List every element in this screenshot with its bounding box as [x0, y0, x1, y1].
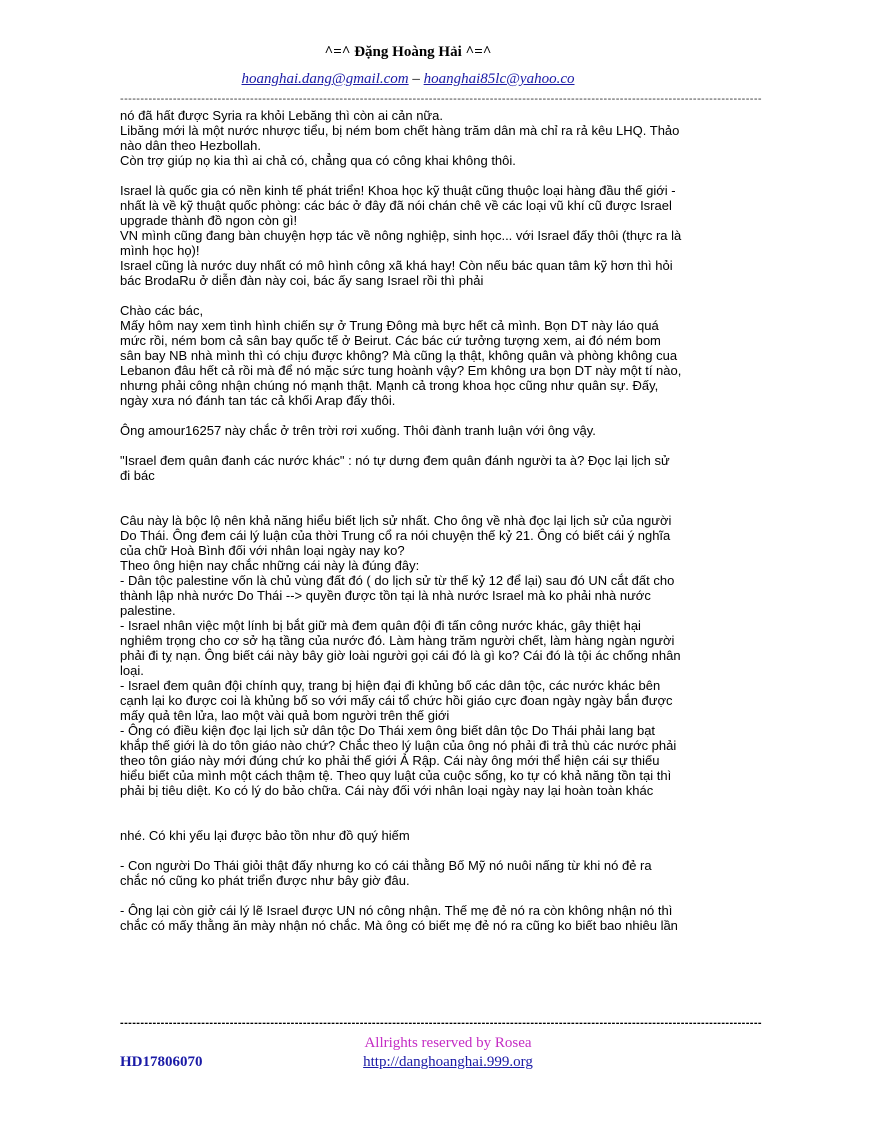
- contact-line: [0, 71, 816, 88]
- text-line: [120, 813, 700, 828]
- paragraph-gap: [120, 288, 700, 303]
- website-line: [0, 1054, 896, 1071]
- body-paragraph: [120, 303, 700, 408]
- website-link[interactable]: http://danghoanghai.999.org: [363, 1054, 533, 1070]
- text-line: - Dân tộc palestine vốn là chủ vùng đất đó ( do lịch sử từ thế kỷ 12 để lại) sau đó UN cắt đất cho: [120, 573, 675, 588]
- text-line: loại.: [120, 663, 144, 678]
- text-line: Chào các bác,: [120, 303, 204, 318]
- paragraph-gap: [120, 888, 700, 903]
- text-line: Mấy hôm nay xem tình hình chiến sự ở Trung Đông mà bực hết cả mình. Bọn DT này láo quá: [120, 318, 659, 333]
- text-line: phải đi tỵ nạn. Ông biết cái này bây giờ loài người gọi cái đó là gì ko? Cái đó là tội ác chống nhân: [120, 648, 681, 663]
- text-line: nó đã hất được Syria ra khỏi Lebăng thì còn ai cản nữa.: [120, 108, 443, 123]
- text-line: hiểu biết của mình một cách thậm tệ. Theo quy luật của cuộc sống, ko tự có khả năng tồn tại thì: [120, 768, 672, 783]
- text-line: [120, 498, 700, 513]
- text-line: - Con người Do Thái giỏi thật đấy nhưng ko có cái thằng Bố Mỹ nó nuôi nấng từ khi nó đẻ ra: [120, 858, 652, 873]
- text-line: khắp thế giới là do tôn giáo nào chứ? Chắc theo lý luận của ông nó phải đi trả thù các nước phải: [120, 738, 677, 753]
- copyright-notice: Allrights reserved by Rosea: [364, 1035, 532, 1051]
- header-divider: --------------------------------------------------------------------------------------------------------------------------------------------------------------: [120, 93, 762, 105]
- body-paragraph: [120, 108, 700, 168]
- text-line: bác BrodaRu ở diễn đàn này coi, bác ấy sang Israel rồi thì phải: [120, 273, 484, 288]
- text-line: "Israel đem quân đanh các nước khác" : nó tự dưng đem quân đánh người ta à? Đọc lại lịch sử: [120, 453, 670, 468]
- text-line: Theo ông hiện nay chắc những cái này là đúng đây:: [120, 558, 420, 573]
- text-line: Còn trợ giúp nọ kia thì ai chả có, chẳng qua có công khai không thôi.: [120, 153, 516, 168]
- text-line: mức rồi, ném bom cả sân bay quốc tế ở Beirut. Các bác cứ tưởng tượng xem, ai đó ném bom: [120, 333, 661, 348]
- text-line: ngày xưa nó đánh tan tác cả khối Arap đấy thôi.: [120, 393, 396, 408]
- page-title: ^=^ Đặng Hoàng Hải ^=^: [324, 44, 492, 60]
- text-line: - Ông lại còn giở cái lý lẽ Israel được UN nó công nhận. Thế mẹ đẻ nó ra còn không nhận nó thì: [120, 903, 673, 918]
- contact-separator: –: [408, 71, 424, 87]
- text-line: nào dân theo Hezbollah.: [120, 138, 261, 153]
- paragraph-gap: [120, 408, 700, 423]
- text-line: nhất là về kỹ thuật quốc phòng: các bác ở đây đã nói chán chê về các loại vũ khí cũ được Israel: [120, 198, 672, 213]
- text-line: Ông amour16257 này chắc ở trên trời rơi xuống. Thôi đành tranh luận với ông vậy.: [120, 423, 596, 438]
- text-line: palestine.: [120, 603, 176, 618]
- paragraph-gap: [120, 843, 700, 858]
- text-line: nhé. Có khi yếu lại được bảo tồn như đồ quý hiếm: [120, 828, 410, 843]
- body-paragraph: [120, 498, 700, 798]
- text-line: chắc nó cũng ko phát triển được như bây giờ đâu.: [120, 873, 410, 888]
- text-line: VN mình cũng đang bàn chuyện hợp tác về nông nghiệp, sinh học... với Israel đấy thôi (thực ra là: [120, 228, 682, 243]
- text-line: - Ông có điều kiện đọc lại lịch sử dân tộc Do Thái xem ông biết dân tộc Do Thái phải lang bạt: [120, 723, 656, 738]
- text-line: Israel cũng là nước duy nhất có mô hình công xã khá hay! Còn nếu bác quan tâm kỹ hơn thì hỏi: [120, 258, 673, 273]
- text-line: cạnh lại ko được coi là khủng bố so với mấy cái tổ chức hồi giáo cực đoan ngày ngày bắn được: [120, 693, 673, 708]
- text-line: Do Thái. Ông đem cái lý luận của thời Trung cổ ra nói chuyện thế kỷ 21. Ông có biết cái ý nghĩa: [120, 528, 671, 543]
- body-paragraph: [120, 858, 700, 888]
- paragraph-gap: [120, 438, 700, 453]
- text-line: sân bay NB nhà mình thì có chịu được không? Mà cũng lạ thật, không quân và phòng không cua: [120, 348, 678, 363]
- text-line: của chữ Hoà Bình đối với nhân loại ngày nay ko?: [120, 543, 405, 558]
- text-line: - Israel nhân việc một lính bị bắt giữ mà đem quân đội đi tấn công nước khác, gây thiệt hại: [120, 618, 641, 633]
- body-paragraph: [120, 903, 700, 933]
- text-line: nhưng phải công nhận chúng nó mạnh thật. Mạnh cả trong khoa học cũng như quân sự. Đấy,: [120, 378, 659, 393]
- text-line: theo tôn giáo này mới đúng chứ ko phải thế giới Ả Rập. Cái này ông mới thể hiện cái sự thiếu: [120, 753, 660, 768]
- paragraph-gap: [120, 168, 700, 183]
- text-line: - Israel đem quân đội chính quy, trang bị hiện đại đi khủng bố các dân tộc, các nước khác bên: [120, 678, 661, 693]
- footer-divider: --------------------------------------------------------------------------------------------------------------------------------------------------------------: [120, 1017, 762, 1029]
- body-paragraph: [120, 183, 700, 288]
- text-line: mình học họ)!: [120, 243, 200, 258]
- body-paragraph: [120, 813, 700, 843]
- text-line: mấy quả tên lửa, lao một vài quả bom người trên thế giới: [120, 708, 450, 723]
- paragraph-gap: [120, 483, 700, 498]
- document-id: HD17806070: [120, 1054, 203, 1070]
- article-body: [120, 108, 700, 1008]
- text-line: Lebanon đâu hết cả rồi mà để nó mặc sức tung hoành vậy? Em không ưa bọn DT này một tí nào,: [120, 363, 682, 378]
- text-line: Israel là quốc gia có nền kinh tế phát triển! Khoa học kỹ thuật cũng thuộc loại hàng đầu thế giới -: [120, 183, 676, 198]
- text-line: Libăng mới là một nước nhược tiểu, bị ném bom chết hàng trăm dân mà chỉ ra rả kêu LHQ. Thảo: [120, 123, 680, 138]
- paragraph-gap: [120, 798, 700, 813]
- text-line: nghiêm trọng cho cơ sở hạ tầng của nước đó. Làm hàng trăm người chết, làm hàng ngàn người: [120, 633, 675, 648]
- email-link-primary[interactable]: hoanghai.dang@gmail.com: [241, 71, 409, 87]
- text-line: chắc có mấy thằng ăn mày nhận nó chắc. Mà ông có biết mẹ đẻ nó ra cũng ko biết bao nhiêu lần: [120, 918, 678, 933]
- text-line: upgrade thành đồ ngon còn gì!: [120, 213, 298, 228]
- text-line: đi bác: [120, 468, 155, 483]
- email-link-secondary[interactable]: hoanghai85lc@yahoo.co: [423, 71, 575, 87]
- body-paragraph: [120, 423, 700, 438]
- text-line: phải bị tiêu diệt. Ko có lý do bảo chữa. Cái này đối với nhân loại ngày nay lại hoàn toàn khác: [120, 783, 654, 798]
- body-paragraph: [120, 453, 700, 483]
- text-line: Câu này là bộc lộ nên khả năng hiểu biết lịch sử nhất. Cho ông về nhà đọc lại lịch sử của người: [120, 513, 672, 528]
- text-line: thành lập nhà nước Do Thái --> quyền được tồn tại là nhà nước Israel mà ko phải nhà nước: [120, 588, 651, 603]
